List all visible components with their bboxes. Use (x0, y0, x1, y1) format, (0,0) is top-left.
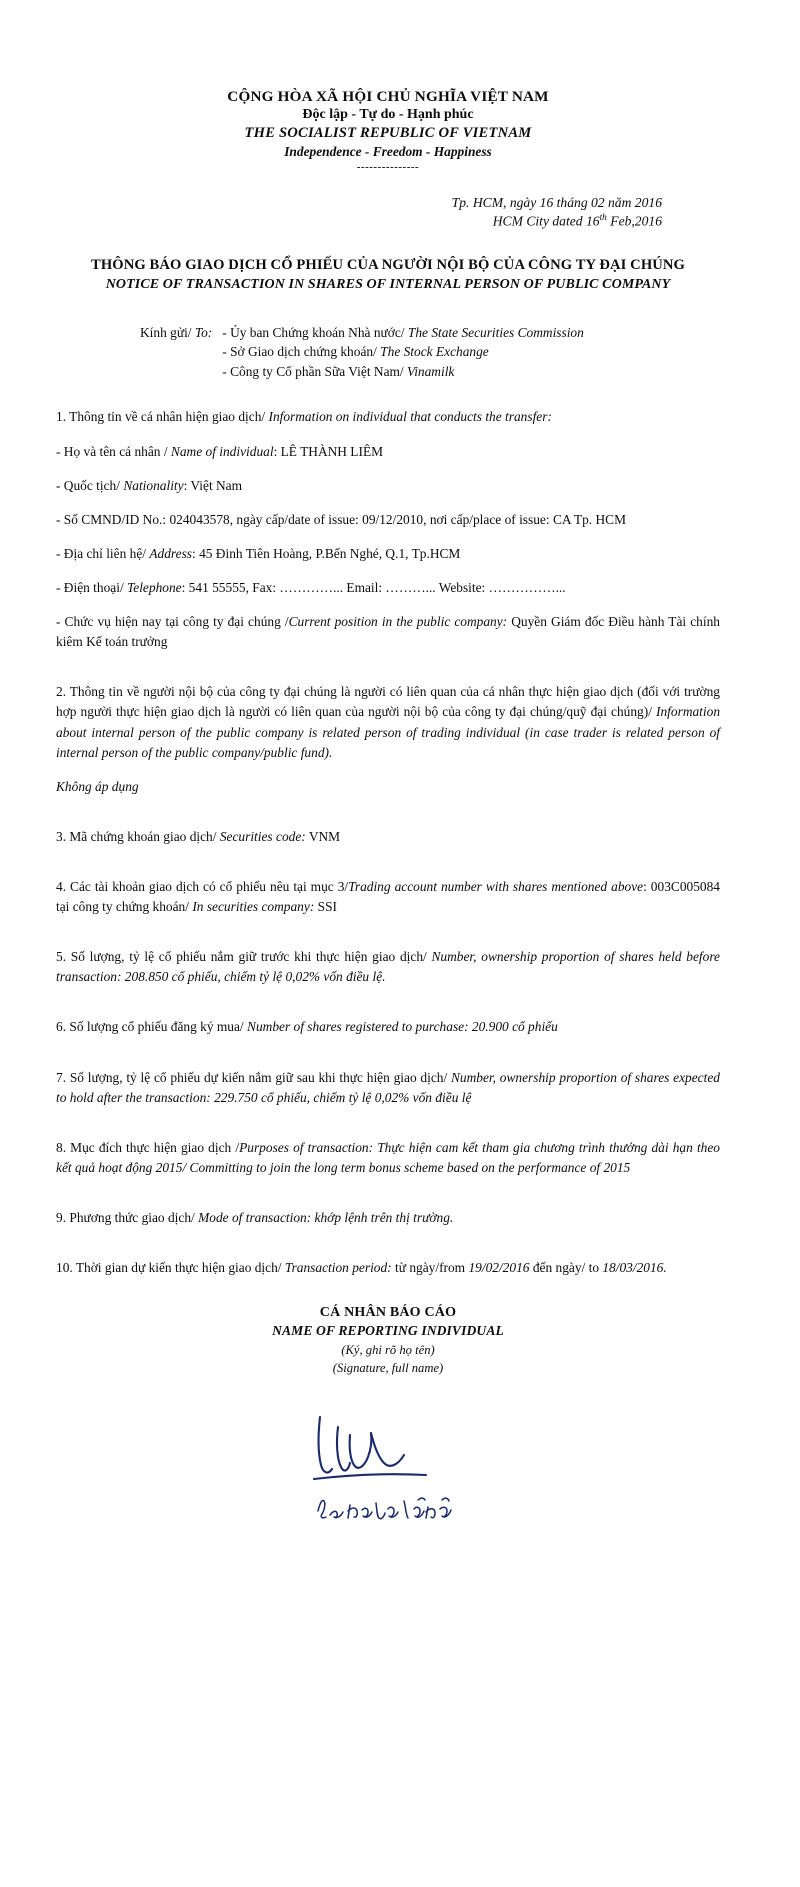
recipient-block (56, 323, 720, 382)
recipient-2-vn: - Sở Giao dịch chứng khoán/ (222, 344, 377, 360)
field-current-position-value: Quyền Giám đốc Điều hành Tài chính kiêm Kế toán trưởng (56, 614, 720, 650)
field-telephone-value: : 541 55555, Fax: …………... Email: ………... Website: ……………... (181, 579, 566, 595)
field-nationality-label-vn: - Quốc tịch/ (56, 477, 120, 493)
field-id-place-label: , nơi cấp/place of issue: (423, 511, 553, 527)
section-3-securities-code (56, 827, 720, 847)
field-id-number-value: 024043578 (169, 511, 230, 527)
section-4-label-en: Trading account number with shares mentioned above (348, 878, 644, 894)
recipient-label (140, 323, 222, 343)
section-4-company-label-en: In securities company: (192, 899, 315, 915)
section-9-label-vn: 9. Phương thức giao dịch/ (56, 1209, 195, 1225)
page-title-en: NOTICE OF TRANSACTION IN SHARES OF INTERNAL PERSON OF PUBLIC COMPANY (105, 276, 671, 292)
section-10-label-vn: 10. Thời gian dự kiến thực hiện giao dịch/ (56, 1260, 282, 1276)
handwritten-signature-icon (258, 1383, 518, 1533)
field-id-number-label: - Số CMND/ID No.: (56, 511, 170, 527)
section-7-label-en: Number, ownership proportion of shares expected to hold after the transaction: 229.750 cổ phiếu, chiếm tỷ lệ 0,02% vốn điều lệ (56, 1069, 720, 1105)
section-10-from-label: từ ngày/from (391, 1260, 469, 1276)
section-1-heading (56, 407, 720, 427)
section-2-paragraph (56, 682, 720, 762)
recipient-2-en: The Stock Exchange (380, 344, 489, 360)
section-9-label-en: Mode of transaction: khớp lệnh trên thị trường. (198, 1209, 454, 1225)
section-8-label-vn: 8. Mục đích thực hiện giao dịch / (56, 1139, 240, 1155)
section-6-shares-registered (56, 1017, 720, 1037)
field-id-issue-value: 09/12/2010 (362, 511, 424, 527)
section-10-from-value: 19/02/2016 (468, 1260, 530, 1276)
section-9-mode (56, 1208, 720, 1228)
document-content (56, 0, 720, 1533)
section-4-label-vn: 4. Các tài khoản giao dịch có cổ phiếu nêu tại mục 3/ (56, 878, 349, 894)
country-name-vn: CỘNG HÒA XÃ HỘI CHỦ NGHĨA VIỆT NAM (227, 88, 549, 105)
recipient-1-vn: - Ủy ban Chứng khoán Nhà nước/ (222, 324, 405, 340)
country-name-en: THE SOCIALIST REPUBLIC OF VIETNAM (244, 125, 532, 142)
header-divider: --------------- (356, 161, 420, 174)
section-8-label-en: Purposes of transaction: Thực hiện cam kết tham gia chương trình thưởng dài hạn theo kết quả hoạt động 2015/ Committing to join the long term bonus scheme based on the performance of 2015 (56, 1139, 720, 1175)
field-individual-name-value: : LÊ THÀNH LIÊM (273, 443, 384, 459)
dateline-en-suffix: Feb,2016 (606, 213, 662, 229)
signature-block (56, 1304, 720, 1533)
field-telephone (56, 578, 720, 598)
field-address-value: : 45 Đinh Tiên Hoàng, P.Bến Nghé, Q.1, Tp.HCM (192, 545, 461, 561)
section-1-heading-vn: 1. Thông tin về cá nhân hiện giao dịch/ (56, 409, 266, 425)
field-address-label-en: Address (149, 545, 192, 561)
field-individual-name-label-en: Name of individual (170, 443, 274, 459)
section-10-to-label: đến ngày/ to (529, 1260, 603, 1276)
field-address (56, 544, 720, 564)
section-10-period (56, 1258, 720, 1278)
recipient-label-vn: Kính gửi/ (140, 324, 192, 340)
section-3-value: VNM (305, 828, 341, 844)
dateline-en (56, 212, 662, 230)
section-4-company-value: SSI (314, 899, 337, 915)
signature-title-vn: CÁ NHÂN BÁO CÁO (319, 1305, 457, 1321)
recipient-label-en: To: (194, 324, 213, 340)
section-2-text-en: Information about internal person of the public company is related person of trading individual (in case trader is related person of internal person of the public company/public fund). (56, 704, 721, 760)
recipient-list (222, 323, 584, 382)
list-item (222, 323, 584, 343)
section-10-label-en: Transaction period: (284, 1260, 392, 1276)
section-2-answer: Không áp dụng (56, 778, 139, 794)
dateline-en-ordinal: th (599, 213, 607, 224)
field-telephone-label-vn: - Điện thoại/ (56, 579, 124, 595)
signature-note-en: (Signature, full name) (332, 1361, 444, 1376)
section-10-to-value: 18/03/2016. (602, 1260, 667, 1276)
section-5-label-en: Number, ownership proportion of shares held before transaction: 208.850 cổ phiếu, chiếm tỷ lệ 0,02% vốn điều lệ. (56, 949, 720, 985)
list-item (222, 342, 584, 362)
section-4-value: : 003C005084 tại công ty chứng khoán/ (56, 878, 720, 915)
section-3-label-en: Securities code: (219, 828, 306, 844)
section-1-heading-en: Information on individual that conducts the transfer: (268, 409, 552, 425)
field-current-position-label-vn: - Chức vụ hiện nay tại công ty đại chúng / (56, 614, 289, 630)
field-individual-name-label-vn: - Họ và tên cá nhân / (56, 443, 168, 459)
national-motto-vn: Độc lập - Tự do - Hạnh phúc (302, 106, 474, 122)
field-address-label-vn: - Địa chỉ liên hệ/ (56, 545, 146, 561)
field-nationality-value: : Việt Nam (183, 477, 243, 493)
list-item (222, 362, 584, 382)
section-7-shares-after (56, 1068, 720, 1108)
recipient-3-en: Vinamilk (407, 363, 455, 379)
page-title-vn: THÔNG BÁO GIAO DỊCH CỔ PHIẾU CỦA NGƯỜI NỘI BỘ CỦA CÔNG TY ĐẠI CHÚNG (90, 256, 685, 273)
signature-area (56, 1383, 720, 1533)
recipient-1-en: The State Securities Commission (407, 324, 584, 340)
field-individual-name (56, 442, 720, 462)
signature-title-en: NAME OF REPORTING INDIVIDUAL (272, 1323, 504, 1339)
field-id-number (56, 510, 720, 530)
national-header (56, 88, 720, 174)
section-6-label-en: Number of shares registered to purchase: 20.900 cổ phiếu (247, 1019, 558, 1035)
field-current-position (56, 612, 720, 652)
field-current-position-label-en: Current position in the public company: (288, 614, 508, 630)
national-motto-en: Independence - Freedom - Happiness (284, 143, 492, 159)
dateline-vn: Tp. HCM, ngày 16 tháng 02 năm 2016 (451, 195, 662, 211)
dateline-en-prefix: HCM City dated 16 (492, 213, 600, 229)
field-nationality (56, 476, 720, 496)
section-6-label-vn: 6. Số lượng cổ phiếu đăng ký mua/ (56, 1019, 244, 1035)
section-3-label-vn: 3. Mã chứng khoán giao dịch/ (56, 828, 217, 844)
section-7-label-vn: 7. Số lượng, tỷ lệ cổ phiếu dự kiến nắm giữ sau khi thực hiện giao dịch/ (56, 1069, 448, 1085)
field-id-issue-label: , ngày cấp/date of issue: (229, 511, 363, 527)
field-nationality-label-en: Nationality (123, 477, 184, 493)
document-title-block (56, 257, 720, 293)
field-id-place-value: CA Tp. HCM (552, 511, 626, 527)
section-4-trading-account (56, 877, 720, 917)
section-5-shares-before (56, 947, 720, 987)
signature-note-vn: (Ký, ghi rõ họ tên) (341, 1343, 435, 1358)
dateline-block (56, 194, 720, 230)
field-telephone-label-en: Telephone (127, 579, 182, 595)
section-5-label-vn: 5. Số lượng, tỷ lệ cổ phiếu nắm giữ trước khi thực hiện giao dịch/ (56, 949, 427, 965)
recipient-3-vn: - Công ty Cổ phần Sữa Việt Nam/ (222, 363, 404, 379)
section-8-purpose (56, 1138, 720, 1178)
section-2-text-vn: 2. Thông tin về người nội bộ của công ty đại chúng là người có liên quan của cá nhân thực hiện giao dịch (đối với trường hợp người thực hiện giao dịch là người có liên quan của người nội bộ của công ty đại chúng/quỹ đại chúng)/ (56, 684, 720, 720)
